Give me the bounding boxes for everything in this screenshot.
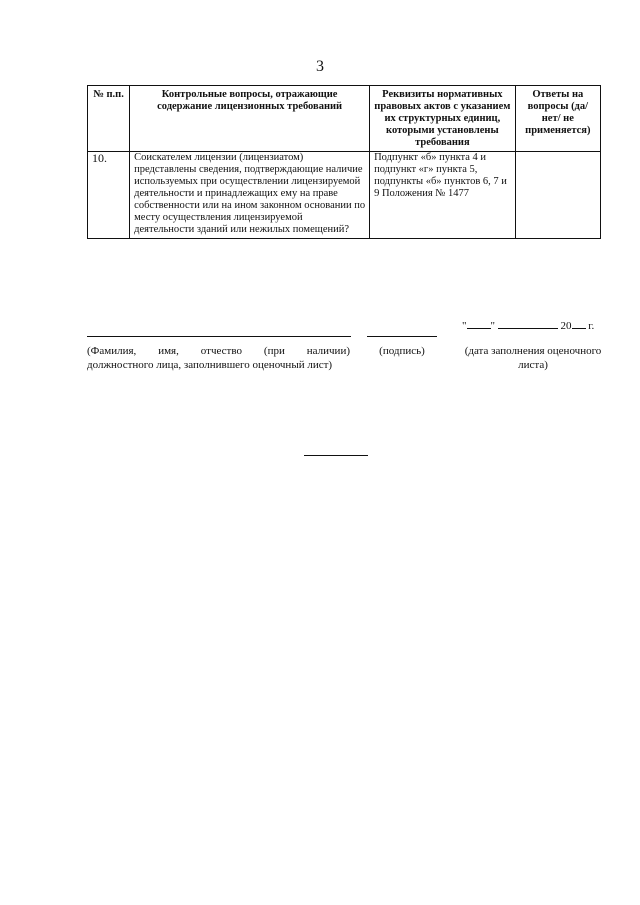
row-requisites: Подпункт «б» пункта 4 и подпункт «г» пункта 5, подпункты «б» пунктов 6, 7 и 9 Положения № 1477 <box>370 152 516 239</box>
header-answers: Ответы на вопросы (да/нет/ не применяется) <box>515 86 600 152</box>
year-suffix: г. <box>588 320 595 332</box>
signature-caption: (подпись) <box>379 345 425 357</box>
checklist-table <box>87 85 601 239</box>
table-row <box>88 152 601 239</box>
name-caption <box>87 344 350 372</box>
date-close-quote: " <box>490 320 495 332</box>
signature-line[interactable] <box>367 336 437 337</box>
row-question: Соискателем лицензии (лицензиатом) представлены сведения, подтверждающие наличие используемых при осуществлении лицензируемой деятельности и принадлежащих ему на праве собственности или на ином законном основании по месту осуществления лицензируемой деятельности зданий или нежилых помещений? <box>130 152 370 239</box>
end-divider <box>304 455 368 456</box>
row-number: 10. <box>88 152 130 239</box>
name-caption-line2: должностного лица, заполнившего оценочный лист) <box>87 359 333 371</box>
month-blank[interactable] <box>498 318 558 329</box>
header-question: Контрольные вопросы, отражающие содержание лицензионных требований <box>130 86 370 152</box>
date-caption: (дата заполнения оценочного листа) <box>464 345 602 371</box>
header-requisites: Реквизиты нормативных правовых актов с указанием их структурных единиц, которыми установлены требования <box>370 86 516 152</box>
day-blank[interactable] <box>467 318 491 329</box>
page-number: 3 <box>316 58 324 75</box>
header-number: № п.п. <box>88 86 130 152</box>
name-caption-line1: (Фамилия, имя, отчество (при наличии) <box>87 345 350 357</box>
year-prefix: 20 <box>560 320 572 332</box>
row-answer[interactable] <box>515 152 600 239</box>
date-field[interactable] <box>462 318 594 332</box>
table-header-row <box>88 86 601 152</box>
year-blank[interactable] <box>572 318 586 329</box>
name-signature-line[interactable] <box>87 336 351 337</box>
date-open-quote: " <box>462 320 467 332</box>
